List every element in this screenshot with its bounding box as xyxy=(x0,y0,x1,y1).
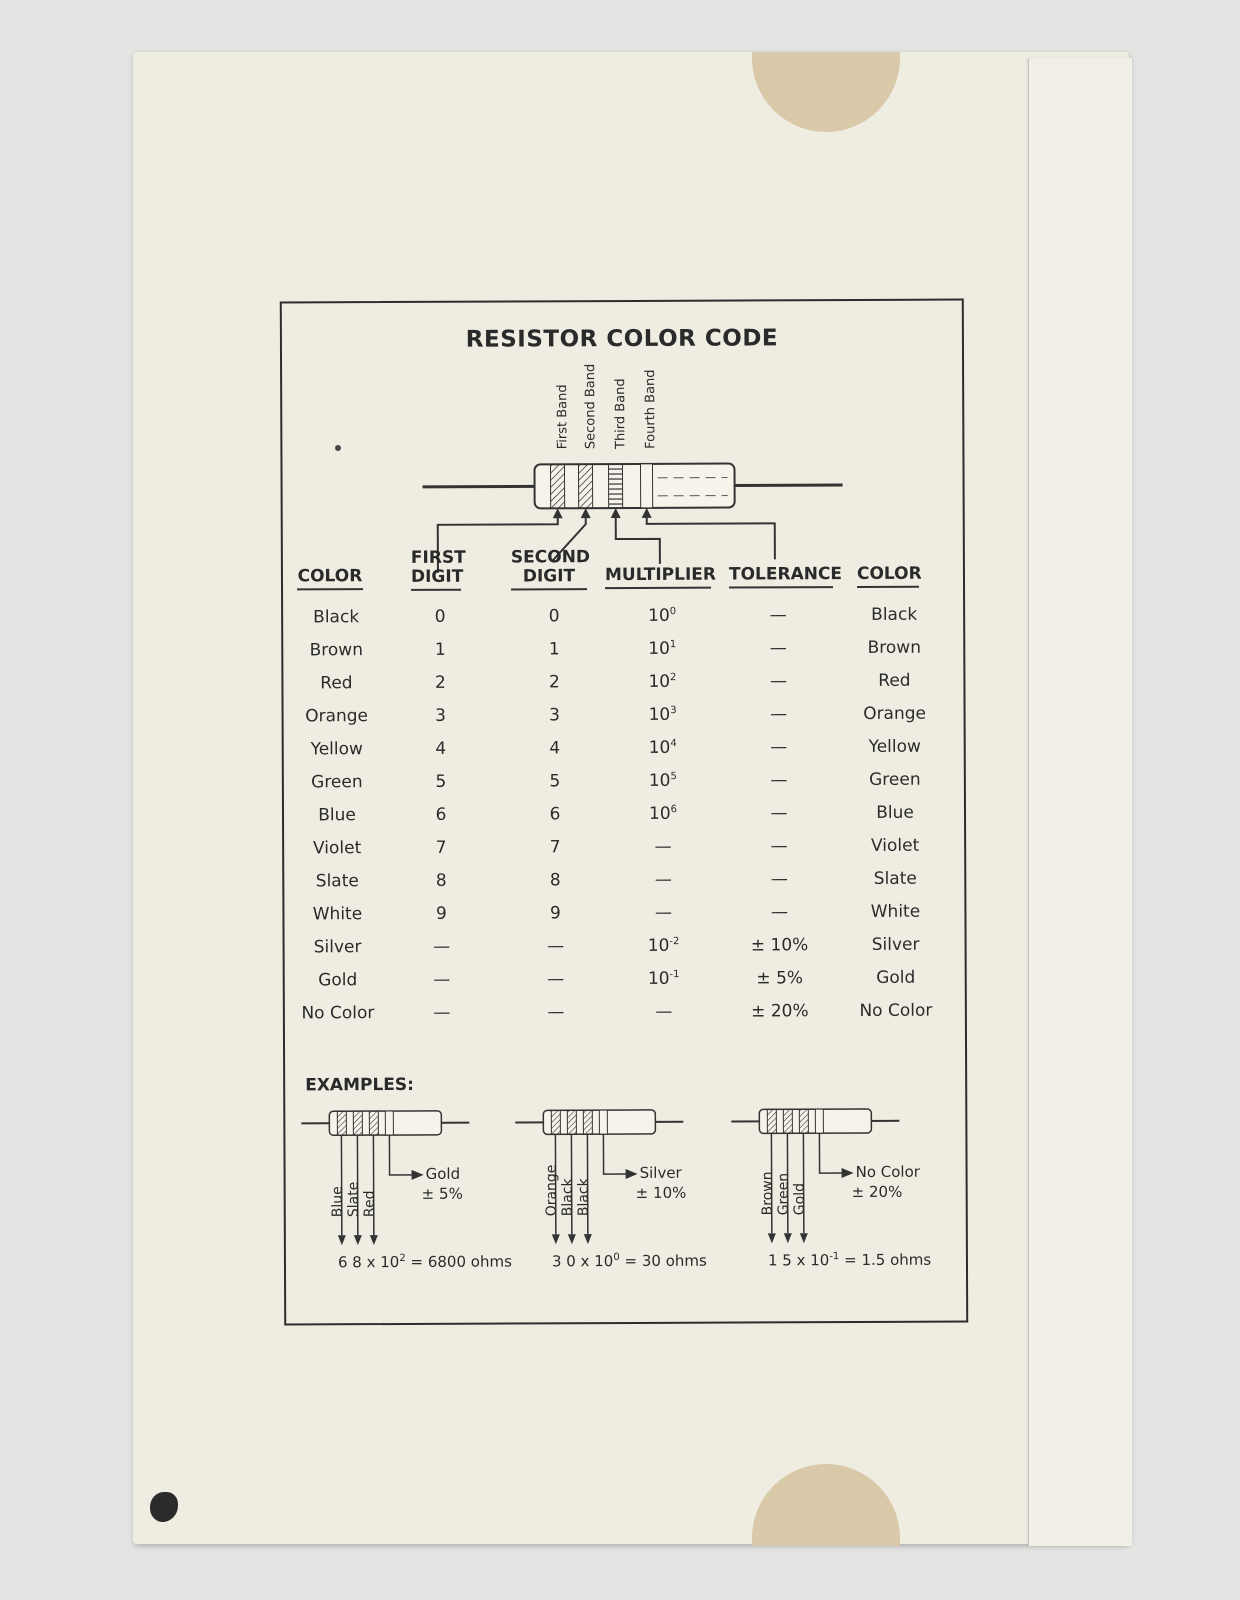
example-result-mult-exp: -1 xyxy=(829,1251,840,1263)
example-arrow-head xyxy=(338,1235,346,1245)
row-second-digit: 6 xyxy=(549,804,561,825)
row-tolerance: — xyxy=(770,869,788,890)
example-result-mult-base: x 10 xyxy=(796,1251,830,1270)
example-tolerance-band xyxy=(815,1109,823,1133)
row-color-name-right: Yellow xyxy=(868,736,921,757)
multiplier-exponent: 3 xyxy=(670,705,677,717)
multiplier-exponent: 0 xyxy=(669,606,677,618)
row-color-name-right: Gold xyxy=(876,967,916,988)
row-second-digit: 8 xyxy=(549,870,561,891)
row-color-name: Yellow xyxy=(310,739,363,760)
row-first-digit: 7 xyxy=(435,837,447,858)
band-label-fourth: Fourth Band xyxy=(643,369,659,449)
row-color-name: Blue xyxy=(318,805,356,826)
examples-label: EXAMPLES: xyxy=(305,1074,414,1096)
example-tolerance-value: ± 20% xyxy=(851,1182,903,1202)
example-band-label: Blue xyxy=(329,1186,346,1218)
example-tolerance-pointer xyxy=(819,1133,843,1173)
row-color-name: Slate xyxy=(315,871,359,892)
row-first-digit: — xyxy=(433,969,451,990)
band-label-first: First Band xyxy=(555,384,571,450)
row-first-digit: 4 xyxy=(435,738,447,759)
multiplier-exponent: -1 xyxy=(669,969,680,981)
example-result-mult-exp: 2 xyxy=(399,1252,406,1264)
multiplier-base: 10 xyxy=(648,671,671,692)
row-tolerance: — xyxy=(769,671,787,692)
row-color-name: Silver xyxy=(313,937,362,958)
row-second-digit: 9 xyxy=(549,903,561,924)
example-result xyxy=(552,1252,707,1271)
multiplier-exponent: 6 xyxy=(670,804,678,816)
row-second-digit: 0 xyxy=(548,606,560,627)
example-band-label: Gold xyxy=(791,1182,808,1216)
row-first-digit: 1 xyxy=(434,639,446,660)
row-second-digit: 3 xyxy=(549,705,561,726)
example-arrow-head xyxy=(568,1234,576,1244)
example-tolerance-arrowhead xyxy=(412,1170,424,1180)
row-color-name: Red xyxy=(320,673,353,694)
row-color-name-right: Brown xyxy=(867,637,922,658)
row-color-name-right: No Color xyxy=(859,1000,933,1021)
example-result-digits: 1 5 xyxy=(767,1251,792,1270)
multiplier-base: — xyxy=(655,1001,673,1022)
band-label-third: Third Band xyxy=(613,378,629,450)
row-second-digit: 4 xyxy=(549,738,561,759)
example-tolerance-value: ± 10% xyxy=(635,1183,687,1202)
example-arrow-head xyxy=(784,1233,792,1243)
row-tolerance: — xyxy=(770,803,788,824)
row-second-digit: 5 xyxy=(549,771,561,792)
row-second-digit: — xyxy=(547,1002,565,1023)
chart-title: RESISTOR COLOR CODE xyxy=(465,325,779,353)
header-multiplier: MULTIPLIER xyxy=(605,566,711,589)
multiplier-exponent: 4 xyxy=(670,738,677,750)
example-band-1 xyxy=(767,1109,776,1133)
row-second-digit: 2 xyxy=(548,672,560,693)
example-result xyxy=(768,1251,931,1270)
multiplier-base: 10 xyxy=(648,770,671,791)
example-band-2 xyxy=(567,1110,576,1134)
row-color-name-right: White xyxy=(870,901,921,922)
example-tolerance-color: No Color xyxy=(855,1162,920,1181)
multiplier-base: 10 xyxy=(648,704,671,725)
example-result xyxy=(338,1252,512,1271)
example-arrow-head xyxy=(800,1233,808,1243)
multiplier-base: 10 xyxy=(647,935,670,956)
example-band-label: Orange xyxy=(543,1164,560,1217)
row-tolerance: — xyxy=(769,605,787,626)
example-band-3 xyxy=(583,1110,592,1134)
cover-flap xyxy=(1028,58,1132,1546)
header-color-left: COLOR xyxy=(297,567,363,590)
row-color-name: Violet xyxy=(312,838,362,859)
example-tolerance-pointer xyxy=(389,1135,413,1175)
row-color-name: Black xyxy=(313,607,360,628)
example-band-label: Slate xyxy=(345,1181,362,1218)
header-color-right: COLOR xyxy=(857,565,919,588)
example-arrow-head xyxy=(768,1233,776,1243)
row-tolerance: — xyxy=(770,836,788,857)
row-tolerance: — xyxy=(770,704,788,725)
example-result-mult-base: x 10 xyxy=(580,1252,614,1271)
row-second-digit: 1 xyxy=(548,639,560,660)
multiplier-base: — xyxy=(654,902,672,923)
example-arrow-head xyxy=(552,1234,560,1244)
row-color-name-right: Orange xyxy=(863,703,927,724)
row-first-digit: 0 xyxy=(434,606,446,627)
row-tolerance: — xyxy=(769,638,787,659)
row-first-digit: 5 xyxy=(435,771,447,792)
row-color-name-right: Violet xyxy=(870,835,920,856)
example-tolerance-band xyxy=(385,1111,393,1135)
example-band-label: Red xyxy=(361,1190,378,1218)
example-band-3 xyxy=(799,1109,808,1133)
row-color-name: No Color xyxy=(301,1003,375,1024)
multiplier-exponent: -2 xyxy=(669,936,680,948)
row-color-name: Green xyxy=(311,772,363,793)
example-arrow-head xyxy=(354,1235,362,1245)
row-tolerance: ± 5% xyxy=(756,968,804,989)
example-result-digits: 3 0 xyxy=(551,1252,576,1271)
example-arrow-head xyxy=(584,1234,592,1244)
multiplier-base: — xyxy=(654,836,672,857)
multiplier-base: 10 xyxy=(648,605,670,626)
example-tolerance-value: ± 5% xyxy=(421,1184,463,1203)
example-result-mult-base: x 10 xyxy=(366,1252,400,1272)
row-first-digit: 9 xyxy=(435,903,447,924)
example-result-mult-exp: 0 xyxy=(613,1252,620,1264)
example-tolerance-color: Silver xyxy=(639,1163,682,1182)
row-tolerance: — xyxy=(770,770,788,791)
row-color-name: Brown xyxy=(309,640,364,661)
row-first-digit: 6 xyxy=(435,804,447,825)
multiplier-base: — xyxy=(654,869,672,890)
example-band-label: Black xyxy=(575,1178,592,1217)
row-color-name-right: Green xyxy=(869,769,921,790)
example-result-value: = 6800 ohms xyxy=(410,1252,512,1271)
row-color-name-right: Silver xyxy=(871,934,920,955)
row-second-digit: — xyxy=(547,936,565,957)
multiplier-base: 10 xyxy=(648,737,671,758)
multiplier-base: 10 xyxy=(648,638,670,659)
example-band-3 xyxy=(369,1111,378,1135)
example-tolerance-band xyxy=(599,1110,607,1134)
header-first-digit: FIRST DIGIT xyxy=(411,549,461,591)
header-second-digit: SECOND DIGIT xyxy=(511,548,587,590)
color-code-chart xyxy=(280,299,968,1326)
row-first-digit: — xyxy=(433,1002,451,1023)
example-band-label: Brown xyxy=(759,1171,776,1216)
multiplier-exponent: 1 xyxy=(669,639,677,651)
example-tolerance-arrowhead xyxy=(626,1169,638,1179)
example-band-1 xyxy=(337,1111,346,1135)
example-band-1 xyxy=(551,1110,560,1134)
example-tolerance-pointer xyxy=(603,1134,627,1174)
example-tolerance-color: Gold xyxy=(425,1164,461,1183)
example-result-value: = 1.5 ohms xyxy=(844,1250,932,1270)
row-color-name: Orange xyxy=(305,706,369,727)
row-tolerance: — xyxy=(770,902,788,923)
row-color-name: Gold xyxy=(318,970,358,991)
row-tolerance: ± 10% xyxy=(750,935,809,956)
row-color-name-right: Red xyxy=(878,670,911,691)
row-first-digit: 2 xyxy=(434,672,446,693)
example-band-2 xyxy=(783,1109,792,1133)
row-tolerance: ± 20% xyxy=(751,1001,809,1022)
example-arrow-head xyxy=(370,1235,378,1245)
multiplier-exponent: 2 xyxy=(670,672,677,684)
row-first-digit: 3 xyxy=(435,705,447,726)
multiplier-exponent: 5 xyxy=(670,771,677,783)
example-result-value: = 30 ohms xyxy=(624,1251,707,1271)
example-band-2 xyxy=(353,1111,362,1135)
row-color-name-right: Blue xyxy=(876,802,914,823)
row-color-name-right: Black xyxy=(871,604,918,625)
row-first-digit: 8 xyxy=(435,870,447,891)
multiplier-base: 10 xyxy=(648,803,671,824)
row-color-name-right: Slate xyxy=(873,868,917,889)
row-second-digit: 7 xyxy=(549,837,561,858)
header-tolerance: TOLERANCE xyxy=(729,565,833,588)
row-second-digit: — xyxy=(547,969,565,990)
band-label-second: Second Band xyxy=(583,363,599,450)
multiplier-base: 10 xyxy=(647,968,670,989)
example-result-digits: 6 8 xyxy=(337,1253,362,1272)
example-tolerance-arrowhead xyxy=(842,1168,854,1178)
row-first-digit: — xyxy=(433,936,451,957)
example-band-label: Green xyxy=(775,1172,792,1216)
example-band-label: Black xyxy=(559,1178,576,1217)
row-color-name: White xyxy=(312,904,363,925)
row-tolerance: — xyxy=(770,737,788,758)
